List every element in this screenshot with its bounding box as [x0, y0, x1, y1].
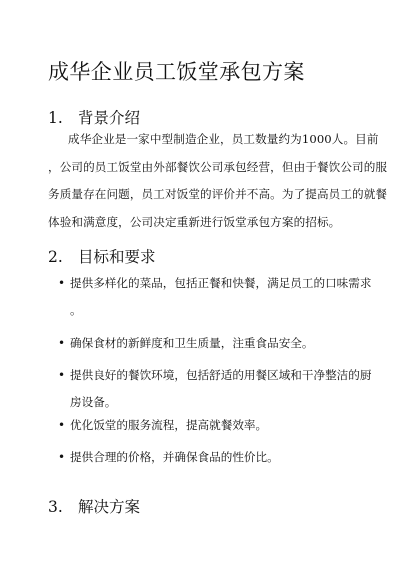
goal-list-item	[58, 444, 358, 471]
section-number: 1.	[48, 108, 63, 127]
section-title: 解决方案	[78, 497, 141, 516]
goal-list-item	[58, 270, 372, 324]
goal-list-item	[58, 412, 358, 439]
bullet-icon: •	[58, 418, 66, 432]
section-number: 3.	[48, 497, 63, 516]
goal-list-item	[58, 362, 372, 416]
background-paragraph	[48, 126, 388, 236]
goal-text-line: 确保食材的新鲜度和卫生质量，注重食品安全。	[70, 336, 314, 350]
goal-text-line: 优化饭堂的服务流程，提高就餐效率。	[70, 418, 268, 432]
bullet-icon: •	[58, 276, 66, 290]
section-heading-goals	[48, 246, 156, 268]
section-number: 2.	[48, 247, 63, 266]
paragraph-line: 成华企业是一家中型制造企业，员工数量约为1000人。目前	[68, 132, 379, 146]
document-title: 成华企业员工饭堂承包方案	[48, 60, 305, 85]
bullet-icon: •	[58, 450, 66, 464]
section-title: 背景介绍	[78, 108, 141, 127]
paragraph-line: 务质量存在问题，员工对饭堂的评价并不高。为了提高员工的就餐	[48, 187, 388, 201]
paragraph-line: 体验和满意度，公司决定重新进行饭堂承包方案的招标。	[48, 214, 341, 229]
goal-text-line: 。	[70, 303, 82, 317]
paragraph-line: ，公司的员工饭堂由外部餐饮公司承包经营，但由于餐饮公司的服	[48, 159, 388, 174]
goal-text-line: 提供合理的价格，并确保食品的性价比。	[70, 450, 279, 464]
goal-text-line: 提供良好的餐饮环境，包括舒适的用餐区域和干净整洁的厨	[70, 368, 372, 382]
goal-text-line: 房设备。	[70, 395, 117, 409]
section-heading-solution	[48, 496, 140, 518]
bullet-icon: •	[58, 336, 66, 350]
section-title: 目标和要求	[78, 247, 156, 266]
bullet-icon: •	[58, 368, 66, 382]
goal-text-line: 提供多样化的菜品，包括正餐和快餐，满足员工的口味需求	[70, 276, 372, 290]
goal-list-item	[58, 330, 358, 357]
